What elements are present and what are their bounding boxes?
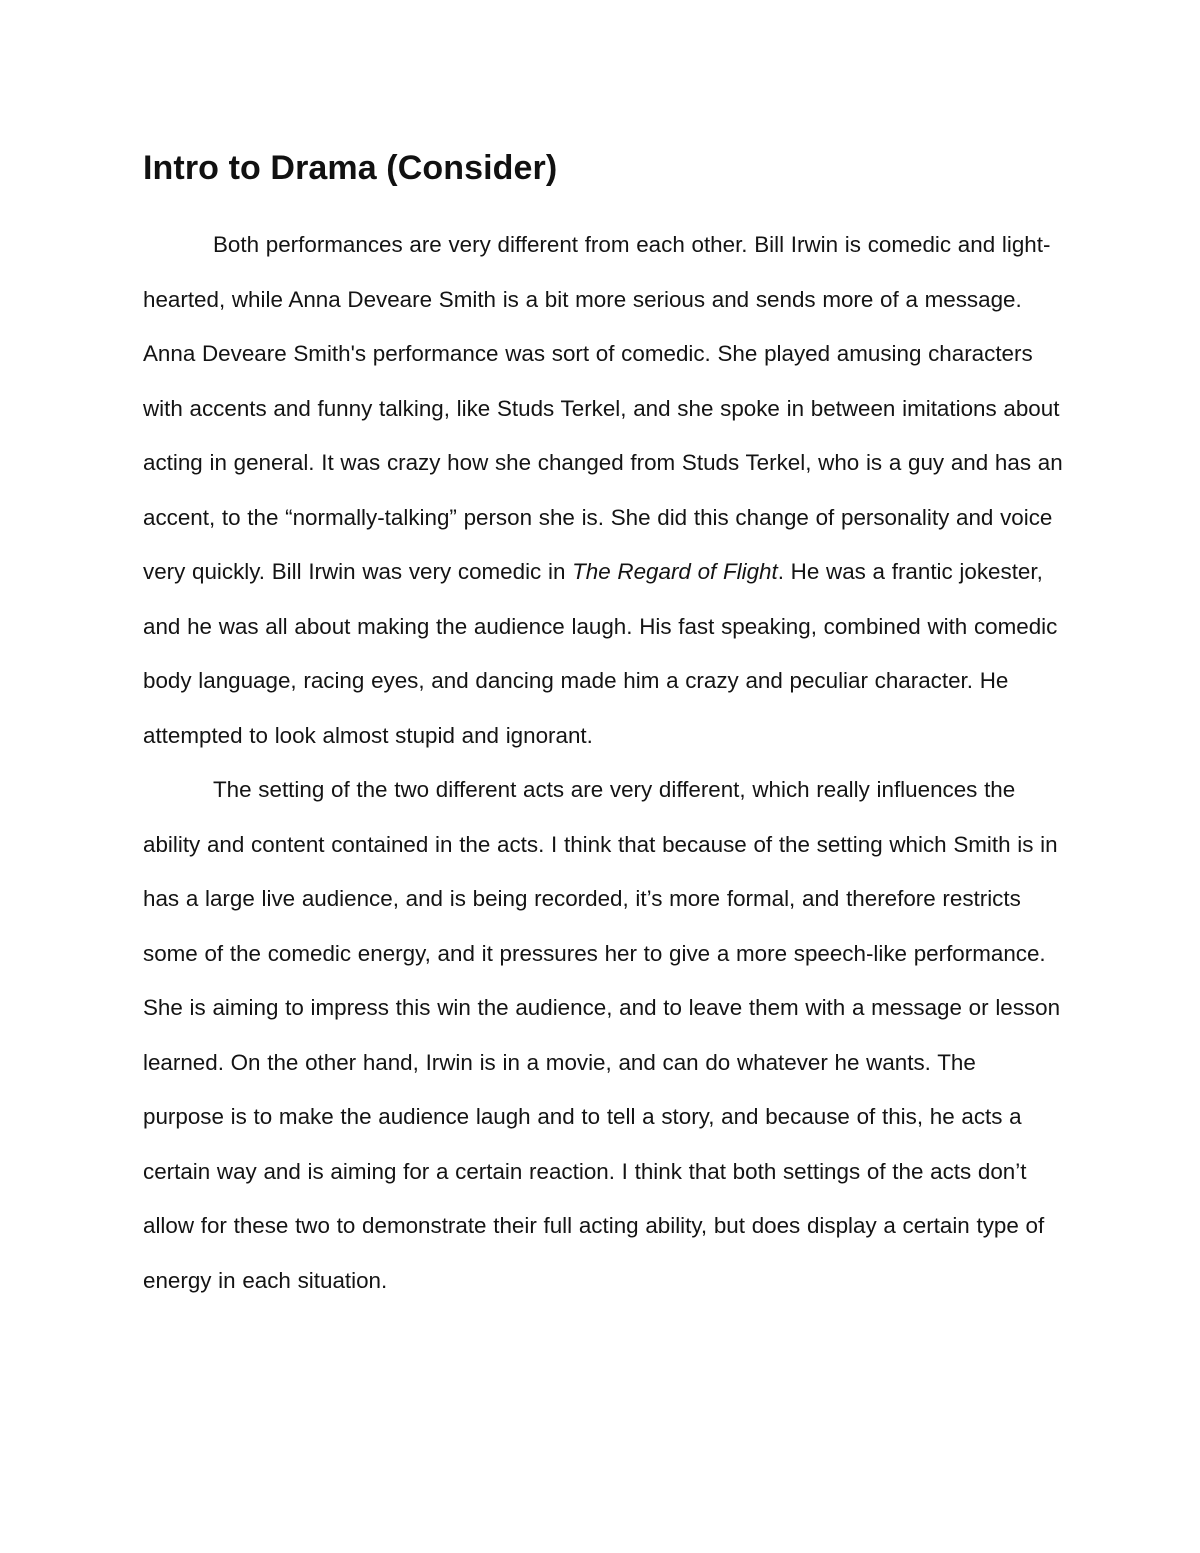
- paragraph-1-text-after-title: . He was a frantic jokester, and he was all about making the audience laugh. His fast speaking, combined with comedic body language, racing eyes, and dancing made him a crazy and peculiar character. He attempted to look almost stupid and ignorant.: [143, 559, 1058, 748]
- body-paragraph-2: [143, 763, 1063, 1308]
- paragraph-2-text: The setting of the two different acts are very different, which really influences the ability and content contained in the acts. I think that because of the setting which Smith is in has a large live audience, and is being recorded, it’s more formal, and therefore restricts some of the comedic energy, and it pressures her to give a more speech-like performance. She is aiming to impress this win the audience, and to leave them with a message or lesson learned. On the other hand, Irwin is in a movie, and can do whatever he wants. The purpose is to make the audience laugh and to tell a story, and because of this, he acts a certain way and is aiming for a certain reaction. I think that both settings of the acts don’t allow for these two to demonstrate their full acting ability, but does display a certain type of energy in each situation.: [143, 777, 1061, 1293]
- document-title: Intro to Drama (Consider): [143, 149, 558, 187]
- document-content: [143, 146, 1063, 1308]
- paragraph-1-text-before-title: Both performances are very different from each other. Bill Irwin is comedic and light-hearted, while Anna Deveare Smith is a bit more serious and sends more of a message. Anna Deveare Smith's performance was sort of comedic. She played amusing characters with accents and funny talking, like Studs Terkel, and she spoke in between imitations about acting in general. It was crazy how she changed from Studs Terkel, who is a guy and has an accent, to the “normally-talking” person she is. She did this change of personality and voice very quickly. Bill Irwin was very comedic in: [143, 232, 1063, 584]
- body-paragraph-1: [143, 218, 1063, 763]
- film-title: The Regard of Flight: [572, 559, 778, 584]
